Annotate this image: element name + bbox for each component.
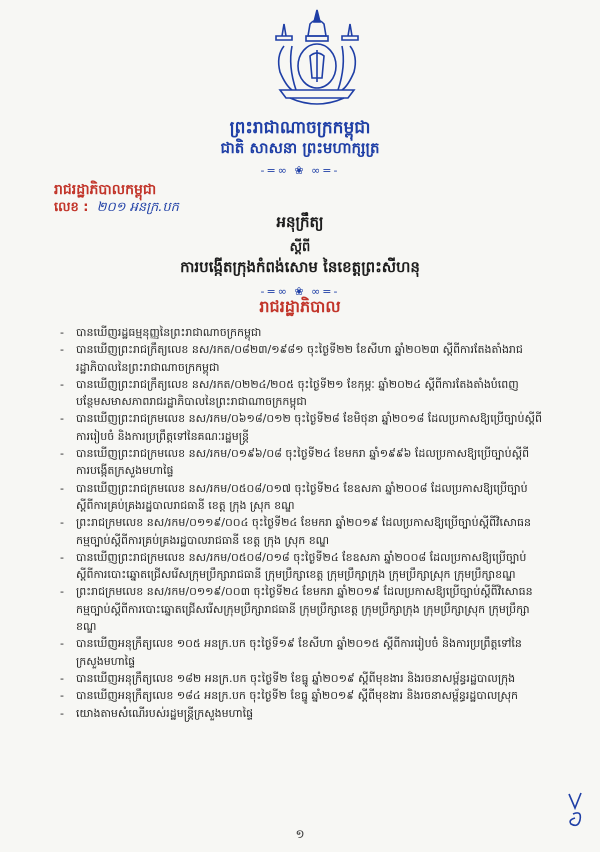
page-number: ១ [295,827,305,841]
royal-arms-emblem-icon [262,6,372,112]
list-item: - បានឃើញព្រះរាជក្រឹត្យលេខ នស/រកត/០២២៤/២០៥ ចុះថ្ងៃទី២១ ខែកុម្ភៈ ឆ្នាំ២០២៤ ស្តីពីការតែងតាំងបំពេញបន្ថែមសមាសភាពរាជរដ្ឋាភិបាលនៃព្រះរាជាណាចក្រកម្ពុជា [60,376,542,411]
document-about: ស្តីពី [289,240,311,255]
reference-value: ២០១ អនក្រ.បក [96,200,179,215]
national-motto: ជាតិ សាសនា ព្រះមហាក្សត្រ [220,139,380,157]
list-item: - ព្រះរាជក្រមលេខ នស/រកម/០១១៩/០០៣ ចុះថ្ងៃទី២៤ ខែមករា ឆ្នាំ២០១៩ ដែលប្រកាសឱ្យប្រើច្បាប់ស្តីពីវិសោធនកម្មច្បាប់ស្តីពីការបោះឆ្នោតជ្រើសរើសក្រុមប្រឹក្សារាជធានី ក្រុមប្រឹក្សាខេត្ត ក្រុមប្រឹក្សាក្រុង ក្រុមប្រឹក្សាស្រុក ក្រុមប្រឹក្សាខណ្ឌ [60,583,542,635]
list-item: - បានឃើញអនុក្រឹត្យលេខ ១៨២ អនក្រ.បក ចុះថ្ងៃទី២ ខែធ្នូ ឆ្នាំ២០១៩ ស្តីពីមុខងារ និងរចនាសម្ព័ន្ធរដ្ឋបាលក្រុង [60,670,542,687]
government-name: រាជរដ្ឋាភិបាលកម្ពុជា [54,182,157,198]
kingdom-title: ព្រះរាជាណាចក្រកម្ពុជា [229,118,371,138]
list-item: - បានឃើញព្រះរាជក្រមលេខ នស/រកម/០៦១៨/០១២ ចុះថ្ងៃទី២៨ ខែមិថុនា ឆ្នាំ២០១៨ ដែលប្រកាសឱ្យប្រើច្បាប់ស្តីពីការរៀបចំ និងការប្រព្រឹត្តទៅនៃគណៈរដ្ឋមន្ត្រី [60,410,542,445]
list-item: - ព្រះរាជក្រមលេខ នស/រកម/០១១៩/០០៤ ចុះថ្ងៃទី២៤ ខែមករា ឆ្នាំ២០១៩ ដែលប្រកាសឱ្យប្រើច្បាប់ស្តីពីវិសោធនកម្មច្បាប់ស្តីពីការគ្រប់គ្រងរដ្ឋបាលរាជធានី ខេត្ត ក្រុង ស្រុក ខណ្ឌ [60,514,542,549]
list-item: - បានឃើញអនុក្រឹត្យលេខ ១៨៤ អនក្រ.បក ចុះថ្ងៃទី២ ខែធ្នូ ឆ្នាំ២០១៩ ស្តីពីមុខងារ និងរចនាសម្ព័ន្ធរដ្ឋបាលស្រុក [60,687,542,704]
reference-label: លេខ : [54,200,89,215]
list-item: - បានឃើញព្រះរាជក្រមលេខ នស/រកម/០១៩៦/០៨ ចុះថ្ងៃទី២៤ ខែមករា ឆ្នាំ១៩៩៦ ដែលប្រកាសឱ្យប្រើច្បាប់ស្តីពីការបង្កើតក្រសួងមហាផ្ទៃ [60,445,542,480]
header-ornament: -=∞ ❀ ∞=- [260,164,340,177]
title-ornament: -=∞ ❀ ∞=- [260,285,340,298]
handwritten-initial-icon [566,790,588,830]
list-item: - បានឃើញរដ្ឋធម្មនុញ្ញនៃព្រះរាជាណាចក្រកម្ពុជា [60,324,542,341]
list-item: - បានឃើញអនុក្រឹត្យលេខ ១០៥ អនក្រ.បក ចុះថ្ងៃទី១៩ ខែសីហា ឆ្នាំ២០១៥ ស្តីពីការរៀបចំ និងការប្រព្រឹត្តទៅនៃក្រសួងមហាផ្ទៃ [60,635,542,670]
document-type: អនុក្រឹត្យ [276,213,324,231]
list-item: - បានឃើញព្រះរាជក្រមលេខ នស/រកម/០៥០៨/០១៧ ចុះថ្ងៃទី២៤ ខែឧសភា ឆ្នាំ២០០៨ ដែលប្រកាសឱ្យប្រើច្បាប់ស្តីពីការគ្រប់គ្រងរដ្ឋបាលរាជធានី ខេត្ត ក្រុង ស្រុក ខណ្ឌ [60,480,542,515]
document-subject: ការបង្កើតក្រុងកំពង់សោម នៃខេត្តព្រះសីហនុ [180,258,420,276]
preamble-list [60,324,542,722]
list-item: - យោងតាមសំណើរបស់រដ្ឋមន្ត្រីក្រសួងមហាផ្ទៃ [60,705,542,722]
issuer-heading: រាជរដ្ឋាភិបាល [259,297,341,316]
list-item: - បានឃើញព្រះរាជក្រមលេខ នស/រកម/០៥០៨/០១៨ ចុះថ្ងៃទី២៤ ខែឧសភា ឆ្នាំ២០០៨ ដែលប្រកាសឱ្យប្រើច្បាប់ស្តីពីការបោះឆ្នោតជ្រើសរើសក្រុមប្រឹក្សារាជធានី ក្រុមប្រឹក្សាខេត្ត ក្រុមប្រឹក្សាក្រុង ក្រុមប្រឹក្សាស្រុក ក្រុមប្រឹក្សាខណ្ឌ [60,549,542,584]
list-item: - បានឃើញព្រះរាជក្រឹត្យលេខ នស/រកត/០៨២៣/១៩៨១ ចុះថ្ងៃទី២២ ខែសីហា ឆ្នាំ២០២៣ ស្តីពីការតែងតាំងរាជរដ្ឋាភិបាលនៃព្រះរាជាណាចក្រកម្ពុជា [60,341,542,376]
